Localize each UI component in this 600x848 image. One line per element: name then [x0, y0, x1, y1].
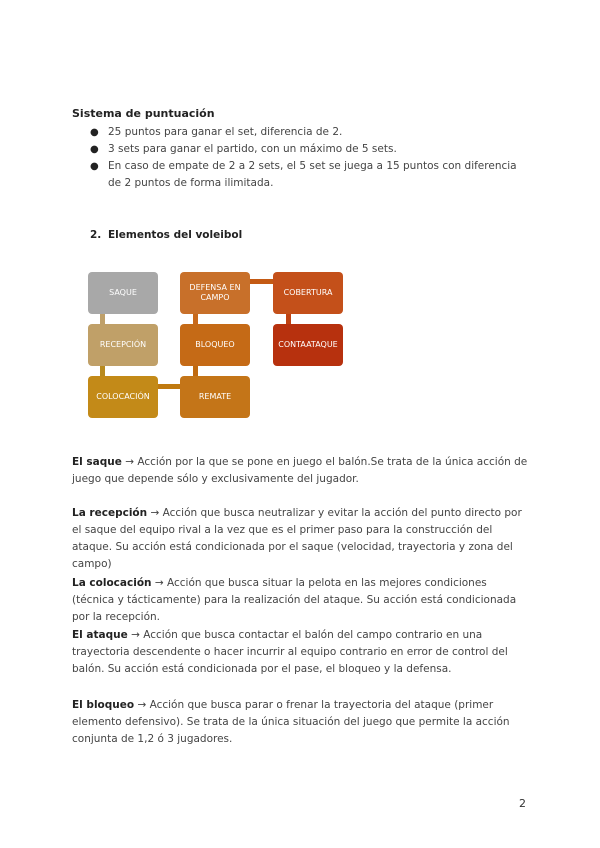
term-colocacion: La colocación — [72, 577, 152, 589]
arrow-icon: → — [150, 507, 160, 519]
box-defensa-en-campo: DEFENSA EN CAMPO — [180, 272, 250, 314]
box-recepcion: RECEPCIÓN — [88, 324, 158, 366]
term-recepcion: La recepción — [72, 507, 148, 519]
list-item-text: 25 puntos para ganar el set, diferencia de 2. — [108, 126, 343, 138]
list-item — [90, 124, 530, 141]
paragraph-colocacion — [72, 575, 532, 626]
paragraph-text: Acción que busca neutralizar y evitar la acción del punto directo por el saque del equipo rival a la vez que es el primer paso para la construcción del ataque. Su acción está condicionada por el saque (velocidad, trayectoria y zona del campo) — [72, 507, 522, 570]
bullet-icon: ● — [90, 161, 99, 172]
term-bloqueo: El bloqueo — [72, 699, 135, 711]
box-remate: REMATE — [180, 376, 250, 418]
list-item — [90, 141, 530, 158]
bullet-icon: ● — [90, 127, 99, 138]
arrow-icon: → — [131, 629, 140, 641]
section-title-text: Elementos del voleibol — [108, 229, 243, 241]
paragraph-ataque — [72, 627, 532, 678]
volleyball-elements-diagram — [86, 270, 346, 422]
section-number: 2. — [90, 229, 102, 241]
list-item-text: 3 sets para ganar el partido, con un máximo de 5 sets. — [108, 143, 397, 155]
page-number: 2 — [519, 797, 526, 810]
paragraph-recepcion — [72, 505, 532, 573]
paragraph-text: Acción que busca contactar el balón del campo contrario en una trayectoria descendente o hacer incurrir al equipo contrario en error de control del balón. Su acción está condicionada por el pase, el bloqueo y la defensa. — [72, 629, 508, 675]
paragraph-saque — [72, 454, 532, 488]
section-title — [90, 229, 242, 241]
box-cobertura: COBERTURA — [273, 272, 343, 314]
term-ataque: El ataque — [72, 629, 128, 641]
arrow-icon: → — [154, 577, 164, 589]
paragraph-text: Acción por la que se pone en juego el balón.Se trata de la única acción de juego que depende sólo y exclusivamente del jugador. — [72, 456, 528, 485]
paragraph-text: Acción que busca parar o frenar la trayectoria del ataque (primer elemento defensivo). Se trata de la única situación del juego que permite la acción conjunta de 1,2 ó 3 jugadores. — [72, 699, 510, 745]
scoring-heading: Sistema de puntuación — [72, 107, 215, 120]
paragraph-text: Acción que busca situar la pelota en las mejores condiciones (técnica y tácticamente) para la realización del ataque. Su acción está condicionada por la recepción. — [72, 577, 517, 623]
paragraph-bloqueo — [72, 697, 532, 748]
arrow-icon: → — [125, 456, 135, 468]
bullet-icon: ● — [90, 144, 99, 155]
connector-colocacion-remate — [154, 384, 182, 389]
box-bloqueo: BLOQUEO — [180, 324, 250, 366]
list-item — [90, 158, 530, 192]
scoring-list — [90, 124, 530, 192]
box-colocacion: COLOCACIÓN — [88, 376, 158, 418]
box-contraataque: CONTAATAQUE — [273, 324, 343, 366]
term-saque: El saque — [72, 456, 122, 468]
connector-defensa-cobertura — [248, 279, 276, 284]
arrow-icon: → — [137, 699, 147, 711]
box-saque: SAQUE — [88, 272, 158, 314]
list-item-text: En caso de empate de 2 a 2 sets, el 5 set se juega a 15 puntos con diferencia de 2 puntos de forma ilimitada. — [108, 160, 517, 189]
